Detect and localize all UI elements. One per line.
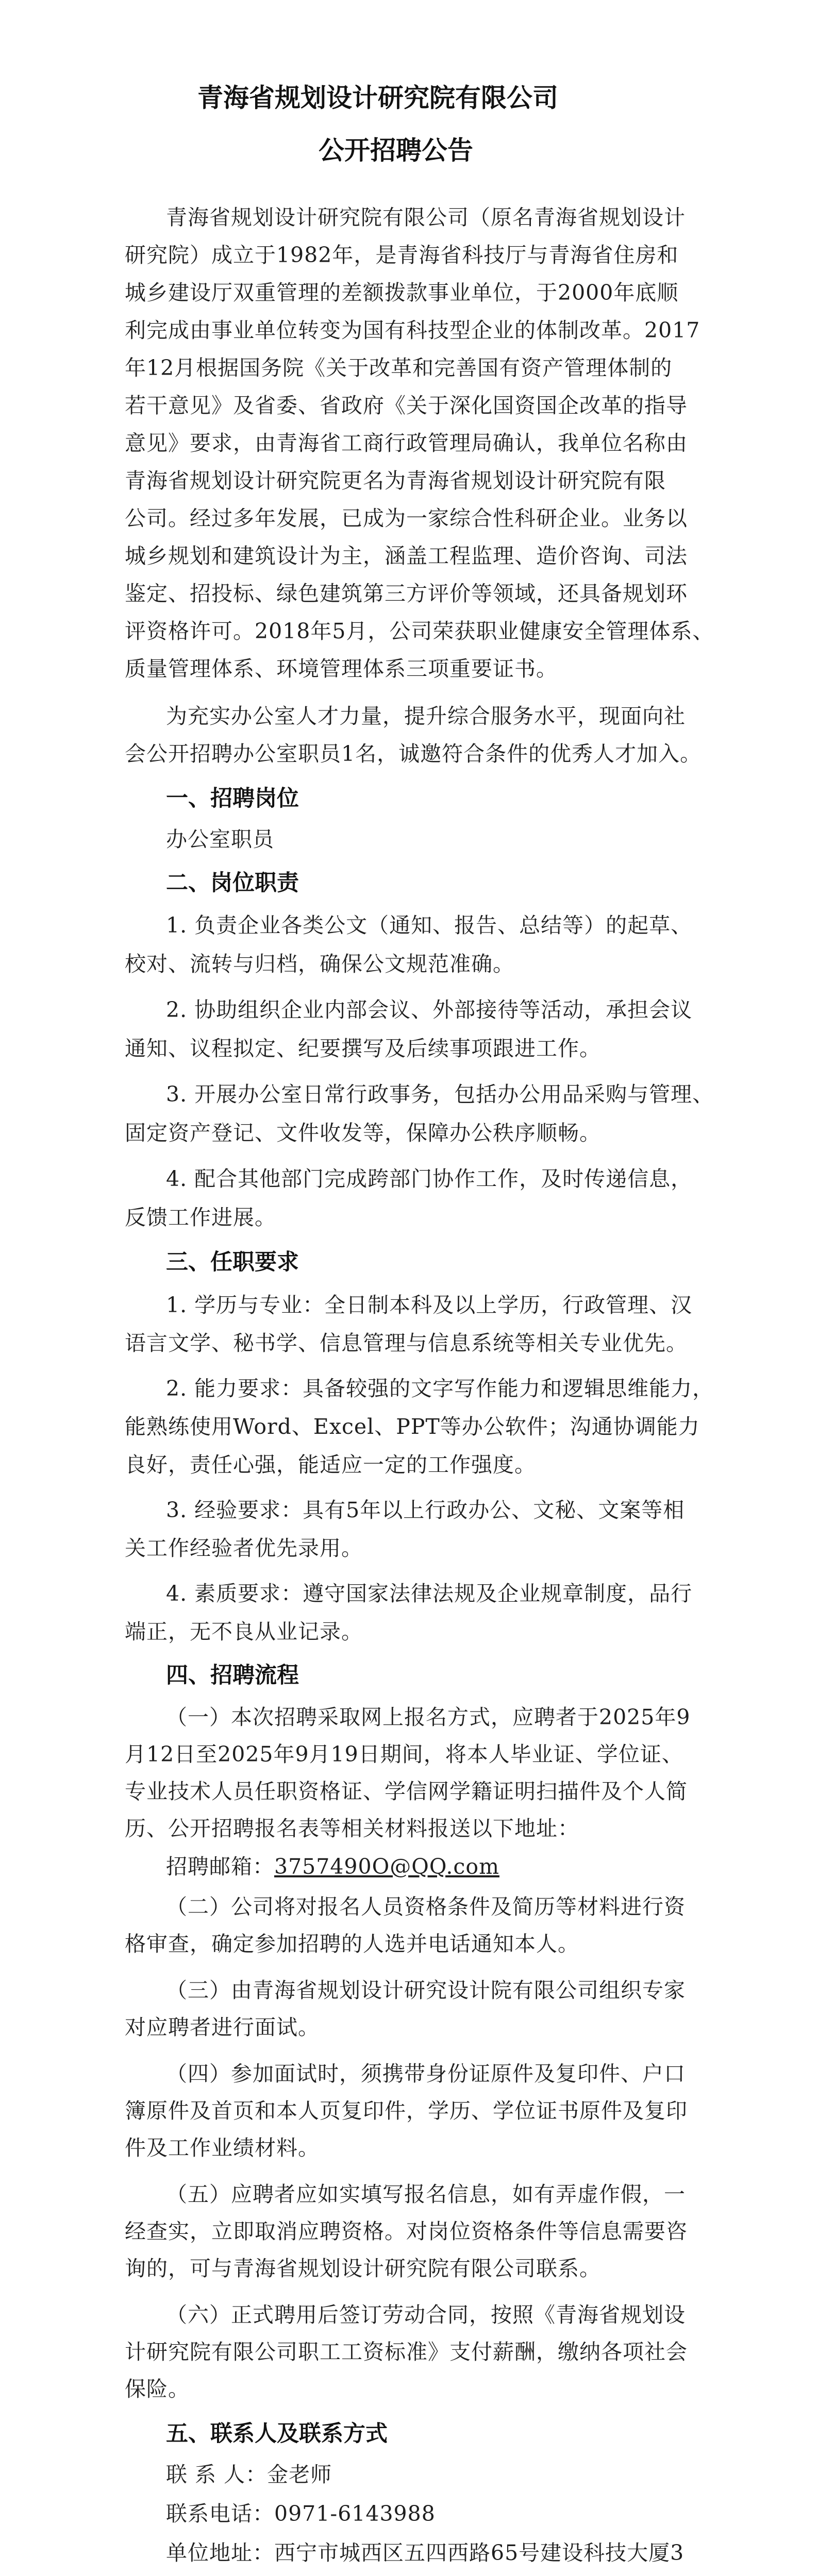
intro-line: 若干意见》及省委、省政府《关于深化国资国企改革的指导 xyxy=(125,393,688,418)
duty-line: 校对、流转与归档，确保公文规范准确。 xyxy=(125,952,514,976)
intro-line: 年12月根据国务院《关于改革和完善国有资产管理体制的 xyxy=(125,355,673,380)
process-line: 簿原件及首页和本人页复印件，学历、学位证书原件及复印 xyxy=(125,2098,688,2123)
process-line: （一）本次招聘采取网上报名方式，应聘者于2025年9 xyxy=(166,1705,691,1730)
contact-address: 单位地址：西宁市城西区五四西路65号建设科技大厦3 xyxy=(166,2540,685,2565)
intro-line: 青海省规划设计研究院有限公司（原名青海省规划设计 xyxy=(166,205,686,230)
process-line: 对应聘者进行面试。 xyxy=(125,2015,320,2040)
section-heading-contact: 五、联系人及联系方式 xyxy=(166,2421,388,2447)
process-line: 计研究院有限公司职工工资标准》支付薪酬，缴纳各项社会 xyxy=(125,2340,688,2364)
purpose-line: 会公开招聘办公室职员1名，诚邀符合条件的优秀人才加入。 xyxy=(125,741,702,766)
purpose-line: 为充实办公室人才力量，提升综合服务水平，现面向社 xyxy=(166,704,686,728)
duty-line: 3. 开展办公室日常行政事务，包括办公用品采购与管理、 xyxy=(166,1082,714,1107)
recruitment-email-link[interactable]: 3757490O@QQ.com xyxy=(274,1854,499,1879)
process-line: 历、公开招聘报名表等相关材料报送以下地址： xyxy=(125,1816,579,1841)
intro-line: 公司。经过多年发展，已成为一家综合性科研企业。业务以 xyxy=(125,506,688,531)
duty-line: 反馈工作进展。 xyxy=(125,1205,276,1230)
requirement-line: 语言文学、秘书学、信息管理与信息系统等相关专业优先。 xyxy=(125,1331,688,1355)
duty-line: 通知、议程拟定、纪要撰写及后续事项跟进工作。 xyxy=(125,1036,601,1061)
intro-line: 意见》要求，由青海省工商行政管理局确认，我单位名称由 xyxy=(125,431,688,455)
process-line: 月12日至2025年9月19日期间，将本人毕业证、学位证、 xyxy=(125,1742,683,1767)
process-line: 格审查，确定参加招聘的人选并电话通知本人。 xyxy=(125,1931,579,1956)
process-line: 经查实，立即取消应聘资格。对岗位资格条件等信息需要咨 xyxy=(125,2219,688,2244)
intro-line: 城乡建设厅双重管理的差额拨款事业单位，于2000年底顺 xyxy=(125,280,679,305)
process-line: 件及工作业绩材料。 xyxy=(125,2136,320,2160)
contact-address-cont xyxy=(125,2574,146,2576)
process-line: 保险。 xyxy=(125,2377,190,2401)
process-line: （二）公司将对报名人员资格条件及简历等材料进行资 xyxy=(166,1894,686,1919)
process-line: （四）参加面试时，须携带身份证原件及复印件、户口 xyxy=(166,2061,686,2086)
contact-person: 联 系 人：金老师 xyxy=(166,2462,332,2487)
intro-line: 青海省规划设计研究院更名为青海省规划设计研究院有限 xyxy=(125,468,666,493)
section-heading-positions: 一、招聘岗位 xyxy=(166,786,299,811)
intro-line: 研究院）成立于1982年，是青海省科技厅与青海省住房和 xyxy=(125,243,679,267)
duty-line: 1. 负责企业各类公文（通知、报告、总结等）的起草、 xyxy=(166,913,693,938)
requirement-line: 3. 经验要求：具有5年以上行政办公、文秘、文案等相 xyxy=(166,1498,685,1522)
section-heading-requirements: 三、任职要求 xyxy=(166,1249,299,1275)
requirement-line: 1. 学历与专业：全日制本科及以上学历，行政管理、汉 xyxy=(166,1293,693,1317)
requirement-line: 4. 素质要求：遵守国家法律法规及企业规章制度，品行 xyxy=(166,1581,693,1606)
intro-line: 鉴定、招投标、绿色建筑第三方评价等领域，还具备规划环 xyxy=(125,581,688,606)
intro-line: 利完成由事业单位转变为国有科技型企业的体制改革。2017 xyxy=(125,318,700,343)
position-name: 办公室职员 xyxy=(166,827,274,852)
requirement-line: 能熟练使用Word、Excel、PPT等办公软件；沟通协调能力 xyxy=(125,1414,700,1439)
process-line: （五）应聘者应如实填写报名信息，如有弄虚作假，一 xyxy=(166,2182,686,2207)
requirement-line: 良好，责任心强，能适应一定的工作强度。 xyxy=(125,1452,536,1477)
requirement-line: 2. 能力要求：具备较强的文字写作能力和逻辑思维能力， xyxy=(166,1376,714,1401)
company-title: 青海省规划设计研究院有限公司 xyxy=(197,83,558,113)
duty-line: 固定资产登记、文件收发等，保障办公秩序顺畅。 xyxy=(125,1121,601,1145)
contact-phone: 联系电话：0971-6143988 xyxy=(166,2501,436,2526)
section-heading-duties: 二、岗位职责 xyxy=(166,870,299,896)
process-line: （三）由青海省规划设计研究设计院有限公司组织专家 xyxy=(166,1978,686,2003)
process-line: 询的，可与青海省规划设计研究院有限公司联系。 xyxy=(125,2256,601,2281)
intro-line: 评资格许可。2018年5月，公司荣获职业健康安全管理体系、 xyxy=(125,619,714,643)
intro-line: 城乡规划和建筑设计为主，涵盖工程监理、造价咨询、司法 xyxy=(125,544,688,568)
process-line: （六）正式聘用后签订劳动合同，按照《青海省规划设 xyxy=(166,2302,686,2327)
section-heading-process: 四、招聘流程 xyxy=(166,1663,299,1688)
requirement-line: 端正，无不良从业记录。 xyxy=(125,1619,363,1644)
requirement-line: 关工作经验者优先录用。 xyxy=(125,1536,363,1561)
email-label: 招聘邮箱： xyxy=(166,1854,274,1879)
process-line: 专业技术人员任职资格证、学信网学籍证明扫描件及个人简 xyxy=(125,1779,688,1804)
email-row xyxy=(166,1850,499,1880)
announcement-title: 公开招聘公告 xyxy=(319,135,473,165)
duty-line: 2. 协助组织企业内部会议、外部接待等活动，承担会议 xyxy=(166,997,693,1022)
duty-line: 4. 配合其他部门完成跨部门协作工作，及时传递信息， xyxy=(166,1166,693,1191)
intro-line: 质量管理体系、环境管理体系三项重要证书。 xyxy=(125,656,558,681)
